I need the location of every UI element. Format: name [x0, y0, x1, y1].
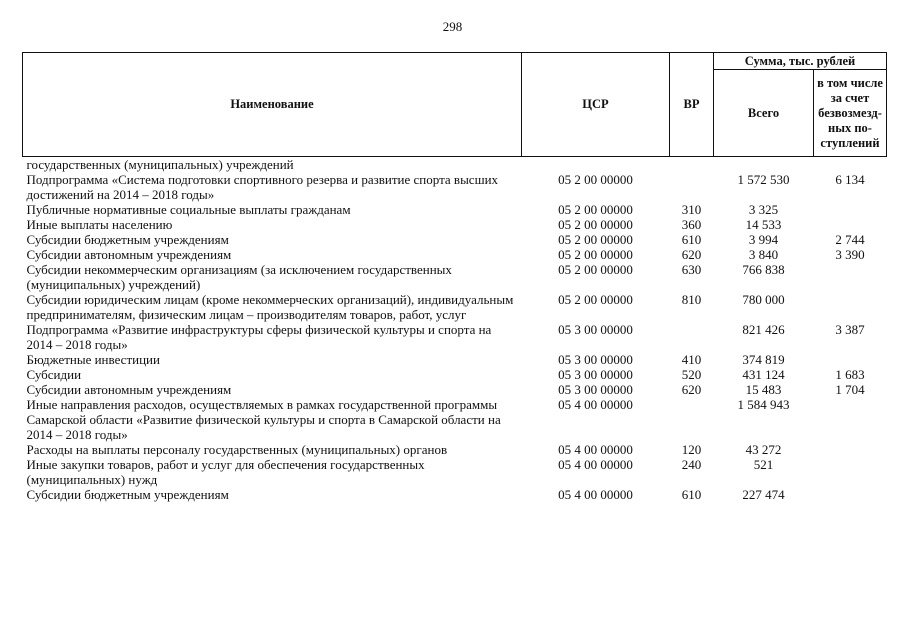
row-total-cell: 3 994 — [748, 232, 779, 247]
row-grant-cell — [814, 442, 887, 457]
header-total: Всего — [714, 70, 814, 157]
table-row — [23, 232, 887, 247]
row-total-cell: 374 819 — [742, 352, 785, 367]
row-total-cell: 3 325 — [748, 202, 779, 217]
row-total-cell — [714, 157, 814, 173]
row-csr-cell: 05 4 00 00000 — [558, 487, 633, 502]
row-total-cell: 15 483 — [745, 382, 782, 397]
table-row — [23, 352, 887, 367]
row-name-cell: Субсидии автономным учреждениям — [26, 247, 232, 262]
row-vr-cell — [670, 397, 714, 442]
header-sum-group: Сумма, тыс. рублей — [714, 53, 887, 70]
row-vr-cell: 630 — [681, 262, 702, 277]
row-csr-cell: 05 2 00 00000 — [558, 172, 633, 187]
row-total-cell: 1 572 530 — [737, 172, 790, 187]
row-csr-cell: 05 4 00 00000 — [558, 442, 633, 457]
row-grant-cell — [814, 292, 887, 322]
table-row — [23, 367, 887, 382]
row-total-cell: 227 474 — [742, 487, 785, 502]
row-csr-cell: 05 3 00 00000 — [558, 352, 633, 367]
table-row — [23, 172, 887, 202]
row-total-cell: 821 426 — [742, 322, 785, 337]
row-vr-cell: 310 — [681, 202, 702, 217]
row-vr-cell — [670, 172, 714, 202]
row-name-cell: Расходы на выплаты персоналу государственных (муниципальных) органов — [26, 442, 448, 457]
row-total-cell: 14 533 — [745, 217, 782, 232]
header-name: Наименование — [23, 53, 522, 157]
row-grant-cell: 6 134 — [835, 172, 865, 187]
row-csr-cell: 05 2 00 00000 — [558, 202, 633, 217]
row-csr-cell: 05 3 00 00000 — [558, 382, 633, 397]
row-vr-cell: 810 — [681, 292, 702, 307]
row-name-cell: Субсидии — [26, 367, 82, 382]
row-grant-cell — [814, 217, 887, 232]
table-row — [23, 487, 887, 502]
row-vr-cell: 610 — [681, 487, 702, 502]
row-grant-cell: 3 387 — [835, 322, 865, 337]
row-name-cell: Субсидии бюджетным учреждениям — [26, 487, 229, 502]
row-name-cell: Субсидии юридическим лицам (кроме некоммерческих организаций), индивидуальным предпринимателям, физическим лицам – производителям товаров, работ, услуг — [26, 292, 514, 322]
row-total-cell: 780 000 — [742, 292, 785, 307]
row-name-cell: Подпрограмма «Система подготовки спортивного резерва и развитие спорта высших достижений на 2014 – 2018 годы» — [26, 172, 499, 202]
table-row — [23, 157, 887, 173]
row-vr-cell — [670, 322, 714, 352]
row-grant-cell — [814, 157, 887, 173]
row-grant-cell — [814, 202, 887, 217]
row-name-cell: Субсидии некоммерческим организациям (за исключением государственных (муниципальных) учреждений) — [26, 262, 452, 292]
budget-table — [22, 52, 887, 502]
row-vr-cell: 360 — [681, 217, 702, 232]
header-grant: в том числе за счет безвозмезд-ных по-ступлений — [814, 70, 887, 157]
row-csr-cell: 05 2 00 00000 — [558, 247, 633, 262]
header-vr: ВР — [670, 53, 714, 157]
row-grant-cell — [814, 262, 887, 292]
table-row — [23, 322, 887, 352]
table-row — [23, 382, 887, 397]
row-vr-cell: 520 — [681, 367, 702, 382]
row-name-cell: Бюджетные инвестиции — [26, 352, 160, 367]
table-row — [23, 292, 887, 322]
table-header — [23, 53, 887, 157]
row-total-cell: 766 838 — [742, 262, 785, 277]
row-grant-cell: 2 744 — [835, 232, 865, 247]
row-vr-cell: 120 — [681, 442, 702, 457]
table-row — [23, 397, 887, 442]
row-vr-cell — [670, 157, 714, 173]
table-row — [23, 202, 887, 217]
table-row — [23, 457, 887, 487]
row-total-cell: 521 — [753, 457, 774, 472]
table-row — [23, 217, 887, 232]
row-name-cell: Иные выплаты населению — [26, 217, 173, 232]
header-csr: ЦСР — [522, 53, 670, 157]
table-body — [23, 157, 887, 503]
row-grant-cell — [814, 397, 887, 442]
row-grant-cell — [814, 487, 887, 502]
row-grant-cell — [814, 457, 887, 487]
row-name-cell: государственных (муниципальных) учреждений — [26, 157, 294, 172]
row-grant-cell: 1 683 — [835, 367, 865, 382]
row-csr-cell — [522, 157, 670, 173]
row-csr-cell: 05 4 00 00000 — [558, 397, 633, 412]
row-total-cell: 1 584 943 — [737, 397, 790, 412]
row-total-cell: 43 272 — [745, 442, 782, 457]
row-grant-cell — [814, 352, 887, 367]
row-csr-cell: 05 2 00 00000 — [558, 232, 633, 247]
table-row — [23, 247, 887, 262]
row-name-cell: Подпрограмма «Развитие инфраструктуры сферы физической культуры и спорта на 2014 – 2018 годы» — [26, 322, 492, 352]
row-csr-cell: 05 2 00 00000 — [558, 292, 633, 307]
row-total-cell: 3 840 — [748, 247, 779, 262]
table-row — [23, 262, 887, 292]
row-csr-cell: 05 2 00 00000 — [558, 262, 633, 277]
row-csr-cell: 05 3 00 00000 — [558, 367, 633, 382]
row-grant-cell: 1 704 — [835, 382, 865, 397]
row-csr-cell: 05 3 00 00000 — [558, 322, 633, 337]
row-grant-cell: 3 390 — [835, 247, 865, 262]
row-name-cell: Субсидии бюджетным учреждениям — [26, 232, 229, 247]
row-name-cell: Субсидии автономным учреждениям — [26, 382, 232, 397]
page-number: 298 — [442, 19, 463, 34]
row-vr-cell: 620 — [681, 382, 702, 397]
row-csr-cell: 05 4 00 00000 — [558, 457, 633, 472]
row-name-cell: Иные направления расходов, осуществляемых в рамках государственной программы Самарской области «Развитие физической культуры и спорта в Самарской области на 2014 – 2018 годы» — [26, 397, 501, 442]
row-name-cell: Иные закупки товаров, работ и услуг для обеспечения государственных (муниципальных) нужд — [26, 457, 425, 487]
row-csr-cell: 05 2 00 00000 — [558, 217, 633, 232]
row-vr-cell: 620 — [681, 247, 702, 262]
row-vr-cell: 240 — [681, 457, 702, 472]
row-name-cell: Публичные нормативные социальные выплаты гражданам — [26, 202, 351, 217]
row-vr-cell: 410 — [681, 352, 702, 367]
table-row — [23, 442, 887, 457]
row-vr-cell: 610 — [681, 232, 702, 247]
row-total-cell: 431 124 — [742, 367, 785, 382]
